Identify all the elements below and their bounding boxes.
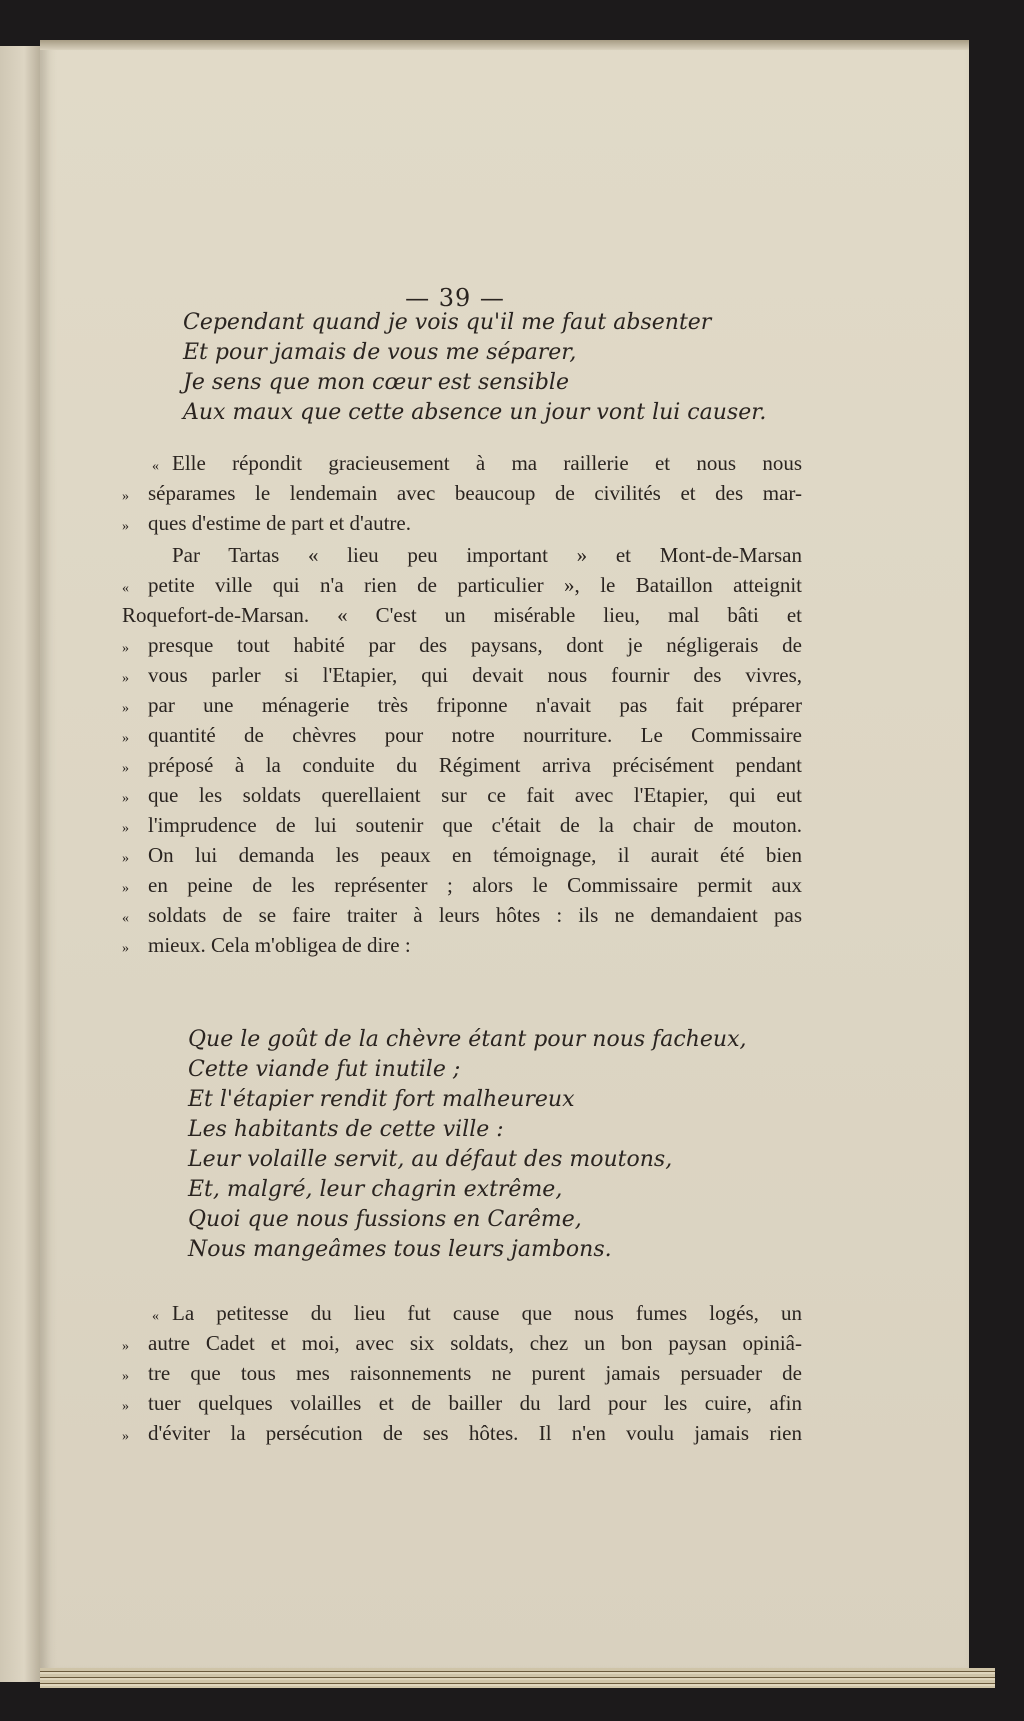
verse-line: Les habitants de cette ville : [188, 1117, 504, 1142]
verse-line: Aux maux que cette absence un jour vont lui causer. [183, 400, 767, 425]
prose-line: » par une ménagerie très friponne n'avait pas fait préparer [112, 690, 802, 720]
quote-mark: » [122, 761, 129, 776]
page-text [40, 40, 969, 1676]
page-stack-edge [40, 1668, 995, 1688]
prose-line: » tre que tous mes raisonnements ne purent jamais persuader de [112, 1358, 802, 1388]
quote-mark: » [122, 821, 129, 836]
prose-line: Roquefort-de-Marsan. « C'est un misérable lieu, mal bâti et [122, 603, 802, 627]
paragraph-2 [112, 540, 802, 960]
quote-mark: » [122, 791, 129, 806]
prose-line: » d'éviter la persécution de ses hôtes. Il n'en voulu jamais rien [112, 1418, 802, 1448]
verse-line: Leur volaille servit, au défaut des moutons, [188, 1147, 673, 1172]
prose-line: Par Tartas « lieu peu important » et Mont-de-Marsan [172, 543, 802, 567]
quote-mark: » [122, 881, 129, 896]
prose-line: « Elle répondit gracieusement à ma raillerie et nous nous [112, 448, 802, 478]
quote-mark: » [122, 519, 129, 534]
quote-mark: « [122, 581, 129, 596]
prose-line: » quantité de chèvres pour notre nourriture. Le Commissaire [112, 720, 802, 750]
quote-mark: » [122, 1429, 129, 1444]
verse-line: Et, malgré, leur chagrin extrême, [188, 1177, 563, 1202]
quote-mark: » [122, 1399, 129, 1414]
paragraph-3 [112, 1298, 802, 1448]
verse-line: Et l'étapier rendit fort malheureux [188, 1087, 575, 1112]
prose-line: « petite ville qui n'a rien de particulier », le Bataillon atteignit [112, 570, 802, 600]
verse-line: Cette viande fut inutile ; [188, 1057, 461, 1082]
quote-mark: » [122, 701, 129, 716]
prose-line: « soldats de se faire traiter à leurs hôtes : ils ne demandaient pas [112, 900, 802, 930]
prose-line: » en peine de les représenter ; alors le Commissaire permit aux [112, 870, 802, 900]
prose-line: » On lui demanda les peaux en témoignage, il aurait été bien [112, 840, 802, 870]
prose-line: » presque tout habité par des paysans, dont je négligerais de [112, 630, 802, 660]
quote-mark: « [152, 459, 159, 474]
verse-1 [183, 308, 766, 428]
quote-mark: » [122, 851, 129, 866]
quote-mark: » [122, 641, 129, 656]
verse-line: Que le goût de la chèvre étant pour nous facheux, [188, 1027, 747, 1052]
quote-mark: » [122, 1369, 129, 1384]
verse-line: Cependant quand je vois qu'il me faut absenter [183, 310, 712, 335]
prose-line: » ques d'estime de part et d'autre. [112, 508, 802, 538]
prose-line: » vous parler si l'Etapier, qui devait nous fournir des vivres, [112, 660, 802, 690]
prose-line: » mieux. Cela m'obligea de dire : [112, 930, 802, 960]
verse-line: Et pour jamais de vous me séparer, [183, 340, 577, 365]
quote-mark: » [122, 671, 129, 686]
quote-mark: » [122, 941, 129, 956]
prose-line: » séparames le lendemain avec beaucoup de civilités et des mar- [112, 478, 802, 508]
prose-line: » préposé à la conduite du Régiment arriva précisément pendant [112, 750, 802, 780]
facing-page-edge [0, 46, 40, 1682]
verse-line: Je sens que mon cœur est sensible [183, 370, 569, 395]
quote-mark: » [122, 1339, 129, 1354]
paragraph-1 [112, 448, 802, 538]
prose-line: » tuer quelques volailles et de bailler du lard pour les cuire, afin [112, 1388, 802, 1418]
prose-line: » autre Cadet et moi, avec six soldats, chez un bon paysan opiniâ- [112, 1328, 802, 1358]
quote-mark: « [152, 1309, 159, 1324]
verse-line: Quoi que nous fussions en Carême, [188, 1207, 582, 1232]
prose-line: » que les soldats querellaient sur ce fait avec l'Etapier, qui eut [112, 780, 802, 810]
quote-mark: « [122, 911, 129, 926]
verse-line: Nous mangeâmes tous leurs jambons. [188, 1237, 612, 1262]
book-page [40, 40, 969, 1676]
quote-mark: » [122, 731, 129, 746]
page-number: — 39 — [405, 284, 505, 312]
prose-line: « La petitesse du lieu fut cause que nous fumes logés, un [112, 1298, 802, 1328]
verse-2 [188, 1025, 747, 1265]
quote-mark: » [122, 489, 129, 504]
prose-line: » l'imprudence de lui soutenir que c'était de la chair de mouton. [112, 810, 802, 840]
